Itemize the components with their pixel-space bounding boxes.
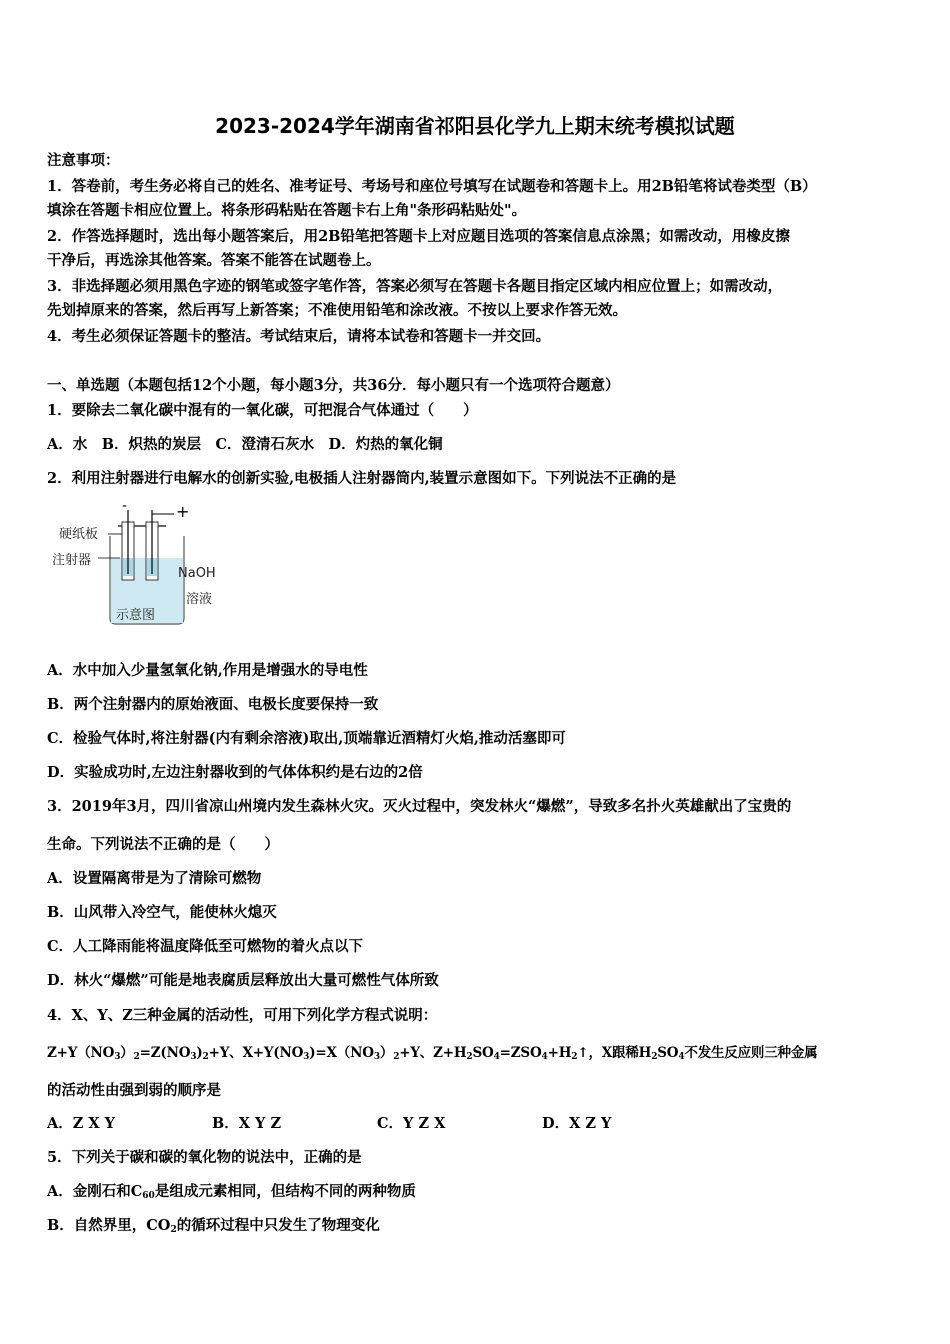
label-caption: 示意图 [116,608,156,623]
question-3-option: B．山风带入冷空气，能使林火熄灭 [47,904,277,921]
eq-sub: 4 [493,1052,500,1062]
eq-text: ↑，X跟稀H [577,1045,652,1061]
eq-text: ) [196,1045,203,1061]
eq-sub: 3 [114,1052,121,1062]
notice-line: 1．答卷前，考生务必将自己的姓名、准考证号、考场号和座位号填写在试题卷和答题卡上。用2B铅笔将试卷类型（B） [47,178,817,195]
question-4-equations [47,1043,817,1063]
label-solution: 溶液 [186,592,213,607]
eq-sub: 3 [190,1052,197,1062]
eq-text: 不发生反应则三种金属 [684,1045,818,1061]
opt-sub: 60 [142,1191,155,1201]
question-2-option: B．两个注射器内的原始液面、电极长度要保持一致 [47,696,379,713]
question-4-options [47,1114,611,1134]
question-4-option-b: B．X Y Z [212,1115,282,1132]
eq-sub: 2 [571,1052,578,1062]
notice-line: 3．非选择题必须用黑色字迹的钢笔或签字笔作答，答案必须写在答题卡各题目指定区域内相应位置上；如需改动， [47,278,783,295]
opt-text: 是组成元素相同，但结构不同的两种物质 [154,1183,416,1200]
question-3-option: D．林火“爆燃”可能是地表腐质层释放出大量可燃性气体所致 [47,972,439,989]
question-3-stem: 3．2019年3月，四川省凉山州境内发生森林火灾。灭火过程中，突发林火“爆燃”，导致多名扑火英雄献出了宝贵的 [47,798,792,815]
question-3-option: A．设置隔离带是为了清除可燃物 [47,870,262,887]
eq-sub: 4 [678,1052,685,1062]
notice-line: 填涂在答题卡相应位置上。将条形码粘贴在答题卡右上角"条形码粘贴处"。 [47,202,527,219]
section-heading: 一、单选题（本题包括12个小题，每小题3分，共36分．每小题只有一个选项符合题意） [47,377,620,394]
eq-text: SO [657,1045,679,1061]
question-4-option-c: C．Y Z X [377,1115,446,1132]
eq-text: )=X（NO [309,1045,374,1061]
eq-sub: 3 [373,1052,380,1062]
eq-text: Z+Y（NO [47,1045,115,1061]
eq-sub: 2 [133,1052,140,1062]
eq-sub: 2 [466,1052,473,1062]
notice-line: 干净后，再选涂其他答案。答案不能答在试题卷上。 [47,252,381,269]
notice-line: 先划掉原来的答案，然后再写上新答案；不准使用铅笔和涂改液。不按以上要求作答无效。 [47,302,627,319]
eq-text: +H [547,1045,572,1061]
opt-text: A．金刚石和C [47,1183,143,1200]
question-4-stem-cont: 的活动性由强到弱的顺序是 [47,1082,221,1099]
eq-sub: 4 [541,1052,548,1062]
eq-text: ） [379,1045,394,1061]
label-board: 硬纸板 [59,527,99,542]
notice-line: 2．作答选择题时，选出每小题答案后，用2B铅笔把答题卡上对应题目选项的答案信息点涂黑；如需改动，用橡皮擦 [47,228,790,245]
opt-text: 的循环过程中只发生了物理变化 [176,1217,380,1234]
eq-text: =Z(NO [139,1045,191,1061]
label-minus: - [122,498,128,514]
eq-sub: 2 [651,1052,658,1062]
question-1-stem: 1．要除去二氧化碳中混有的一氧化碳，可把混合气体通过（ ） [47,402,478,419]
label-syringe: 注射器 [52,553,92,568]
notice-heading: 注意事项： [47,152,120,169]
eq-text: ） [120,1045,134,1061]
question-5-option-b [47,1216,380,1236]
eq-text: =ZSO [499,1045,542,1061]
eq-sub: 3 [303,1052,310,1062]
opt-text: B．自然界里，CO [47,1217,171,1234]
question-2-option: D．实验成功时,左边注射器收到的气体体积约是右边的2倍 [47,764,423,781]
question-3-option: C．人工降雨能将温度降低至可燃物的着火点以下 [47,938,364,955]
electrolysis-diagram [50,498,240,634]
label-naoh: NaOH [178,566,216,581]
question-5-stem: 5．下列关于碳和碳的氧化物的说法中，正确的是 [47,1149,362,1166]
page-title: 2023-2024学年湖南省祁阳县化学九上期末统考模拟试题 [215,114,735,138]
label-plus: + [176,502,190,521]
question-5-option-a [47,1182,416,1202]
question-1-options: A．水 B．炽热的炭层 C．澄清石灰水 D．灼热的氧化铜 [47,436,443,453]
eq-sub: 2 [393,1052,400,1062]
eq-text: +Y、X+Y(NO [208,1045,304,1061]
question-3-stem-cont: 生命。下列说法不正确的是（ ） [47,836,279,853]
eq-sub: 2 [202,1052,209,1062]
eq-text: +Y、Z+H [399,1045,467,1061]
question-4-option-d: D．X Z Y [542,1115,612,1132]
eq-text: SO [472,1045,494,1061]
question-4-option-a: A．Z X Y [47,1115,116,1132]
notice-line: 4．考生必须保证答题卡的整洁。考试结束后，请将本试卷和答题卡一并交回。 [47,328,551,345]
opt-sub: 2 [170,1225,177,1235]
question-2-stem: 2．利用注射器进行电解水的创新实验,电极插人注射器筒内,装置示意图如下。下列说法不正确的是 [47,470,677,487]
question-2-option: A．水中加入少量氢氧化钠,作用是增强水的导电性 [47,662,368,679]
question-4-stem: 4．X、Y、Z三种金属的活动性，可用下列化学方程式说明： [47,1007,438,1024]
question-2-option: C．检验气体时,将注射器(内有剩余溶液)取出,顶端靠近酒精灯火焰,推动活塞即可 [47,730,566,747]
